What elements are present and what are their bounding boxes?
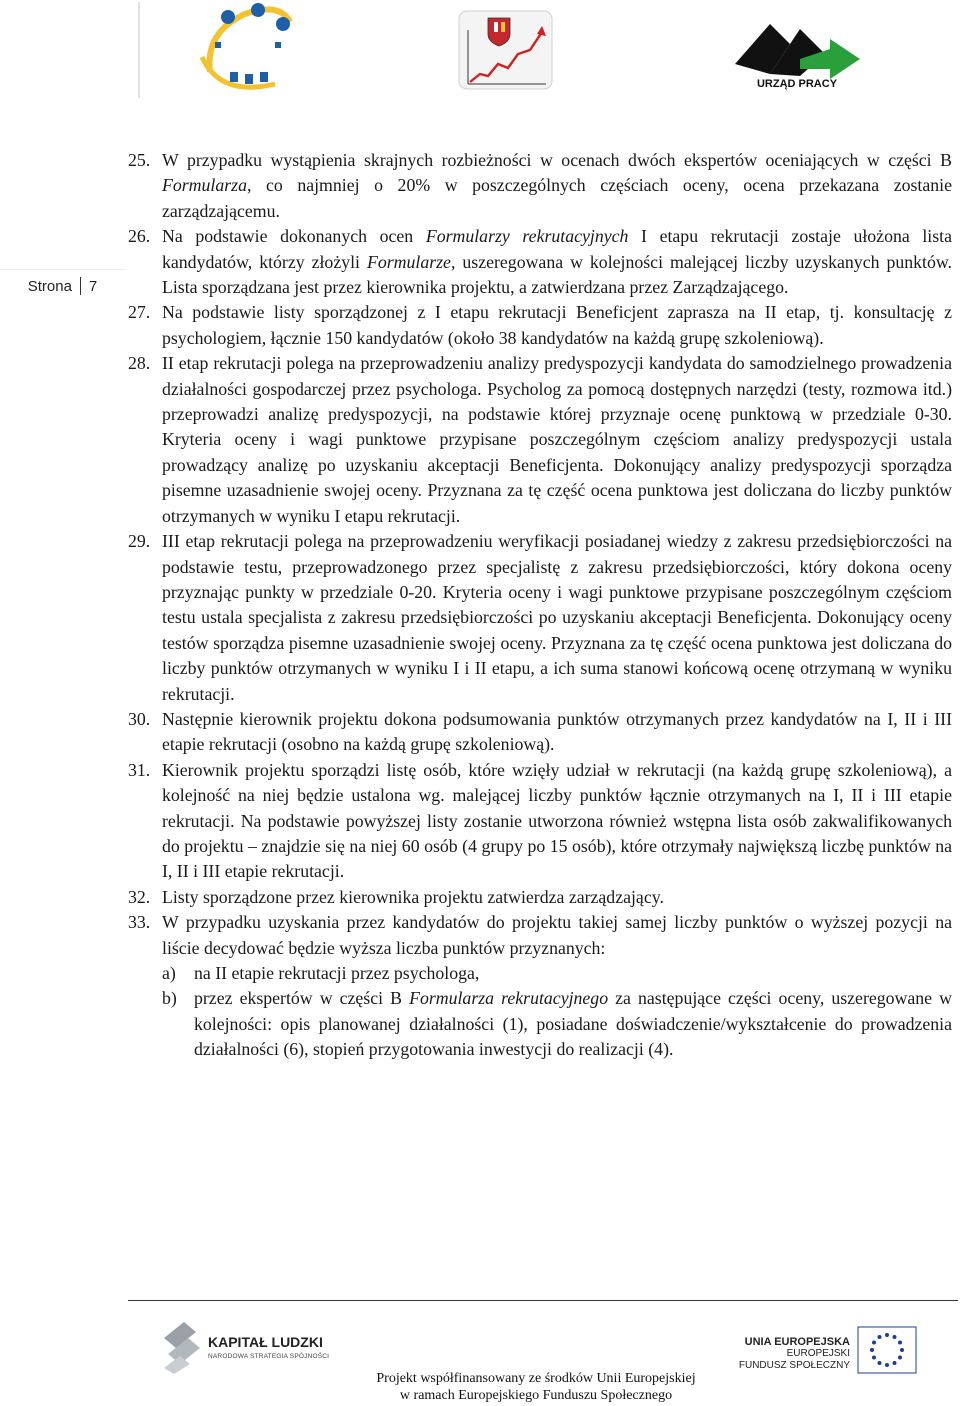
- list-item-number: 28.: [128, 353, 151, 374]
- list-item-text: III etap rekrutacji polega na przeprowadzeniu weryfikacji posiadanej wiedzy z zakresu przedsiębiorczości na podstawie testu, przeprowadzonego przez specjalistę z zakresu przedsiębiorczości, który dokona oceny przyznając punkty w przedziale 0-20. Kryteria oceny i wagi punktowe przypisane poszczególnym częściom testu ustala specjalista z zakresu przedsiębiorczości po uzyskaniu akceptacji Beneficjenta. Dokonujący oceny testów sporządza pisemne uzasadnienie swojej oceny. Przyznana za tę część ocena punktowa jest doliczana do liczby punktów otrzymanych w wyniku I i II etapu, a ich suma stanowi końcową ocenę otrzymaną w wyniku rekrutacji.: [162, 531, 952, 704]
- header-divider: [138, 2, 140, 98]
- list-item-text: Listy sporządzone przez kierownika projektu zatwierdza zarządzający.: [162, 886, 664, 907]
- page-number-value: 7: [88, 277, 98, 295]
- eu-star-icon: [898, 1341, 902, 1345]
- cofinancing-line-2: w ramach Europejskiego Funduszu Społecznego: [399, 1388, 673, 1403]
- list-item: [128, 910, 952, 961]
- sub-list-item: [162, 986, 952, 1062]
- project-logo-icon: [190, 2, 300, 102]
- eu-star-icon: [872, 1356, 876, 1360]
- eu-star-icon: [893, 1361, 897, 1365]
- list-item-text: II etap rekrutacji polega na przeprowadzeniu analizy predyspozycji kandydata do samodzielnego prowadzenia działalności gospodarczej przez psychologa. Psycholog za pomocą dostępnych narzędzi (testy, rozmowa itd.) przeprowadzi analizę predyspozycji, na podstawie której przyznaje ocenę punktową w przedziale 0-30. Kryteria oceny i wagi punktowe przypisane poszczególnym częściom analizy predyspozycji ustala prowadzący analizę po uzyskaniu akceptacji Beneficjenta. Dokonujący analizy predyspozycji sporządza pisemne uzasadnienie swojej oceny. Przyznana za tę część ocena punktowa jest doliczana do liczby punktów otrzymanych w wyniku I etapu rekrutacji.: [162, 353, 952, 526]
- eu-star-icon: [872, 1341, 876, 1345]
- list-item-number: 25.: [128, 150, 151, 170]
- footer-divider: [128, 1300, 958, 1301]
- list-item-number: 26.: [128, 226, 151, 247]
- list-item: [128, 351, 952, 529]
- list-item-text: Na podstawie listy sporządzonej z I etapu rekrutacji Beneficjent zaprasza na II etap, tj. konsultację z psychologiem, łącznie 150 kandydatów (około 38 kandydatów na każdą grupę szkoleniową).: [162, 302, 952, 348]
- list-item-text: W przypadku uzyskania przez kandydatów do projektu takiej samej liczby punktów o wyższej pozycji na liście decydować będzie wyższa liczba punktów przyznanych:: [162, 912, 952, 958]
- list-item-text: Następnie kierownik projektu dokona podsumowania punktów otrzymanych przez kandydatów na I, II i III etapie rekrutacji (osobno na każdą grupę szkoleniową).: [162, 708, 952, 755]
- eu-star-icon: [893, 1335, 897, 1339]
- sub-list-item-text: na II etapie rekrutacji przez psychologa,: [194, 963, 480, 983]
- list-item-number: 27.: [128, 302, 151, 323]
- list-item: [128, 707, 952, 758]
- list-item: [128, 885, 952, 910]
- eu-line-3: FUNDUSZ SPOŁECZNY: [738, 1360, 850, 1371]
- list-item: [128, 300, 952, 351]
- kapital-ludzki-subtitle: NARODOWA STRATEGIA SPÓJNOŚCI: [208, 1353, 330, 1360]
- urzad-pracy-caption: URZĄD PRACY: [756, 78, 838, 90]
- eu-star-icon: [878, 1361, 882, 1365]
- eu-star-icon: [898, 1356, 902, 1360]
- list-item: [128, 224, 952, 300]
- list-item-text: W przypadku wystąpienia skrajnych rozbieżności w ocenach dwóch ekspertów oceniających w części B Formularza, co najmniej o 20% w poszczególnych częściach oceny, ocena przekazana zostanie zarządzającemu.: [162, 150, 952, 221]
- eu-star-icon: [885, 1333, 889, 1337]
- cofinancing-note: [330, 1370, 742, 1404]
- growth-chart-logo-icon: [458, 10, 553, 90]
- sub-list-item: [162, 961, 952, 986]
- eu-star-icon: [870, 1348, 874, 1352]
- list-item-text: Na podstawie dokonanych ocen Formularzy rekrutacyjnych I etapu rekrutacji zostaje ułożona lista kandydatów, którzy złożyli Formularze, uszeregowana w kolejności malejącej liczby uzyskanych punktów. Lista sporządzana jest przez kierownika projektu, a zatwierdzana przez Zarządzającego.: [162, 226, 953, 298]
- page-number-label: Strona: [27, 277, 72, 295]
- eu-fund-label: [720, 1336, 850, 1372]
- eu-star-icon: [885, 1363, 889, 1367]
- list-item-number: 32.: [128, 886, 151, 907]
- list-item-text: Kierownik projektu sporządzi listę osób, które wzięły udział w rekrutacji (na każdą grupę szkoleniową), a kolejność na niej będzie ustalona wg. malejącej liczby punktów łącznie otrzymanych na I, II i III etapie rekrutacji. Na podstawie powyższej listy zostanie utworzona również wstępna lista osób zakwalifikowanych do projektu – znajdzie się na niej 60 osób (4 grupy po 15 osób), które otrzymały największą liczbę punktów na I, II i III etapie rekrutacji.: [162, 759, 952, 882]
- sub-list-item-text: przez ekspertów w części B Formularza rekrutacyjnego za następujące części oceny, uszeregowane w kolejności: opis planowanej działalności (1), posiadane doświadczenie/wykształcenie do prowadzenia działalności (6), stopień przygotowania inwestycji do realizacji (4).: [194, 988, 952, 1060]
- kapital-ludzki-title: KAPITAŁ LUDZKI: [208, 1334, 323, 1350]
- eu-flag-icon: [857, 1326, 917, 1374]
- header-logos: [0, 0, 960, 130]
- document-body: [128, 148, 952, 1063]
- sub-list-item-letter: a): [162, 963, 176, 983]
- list-item-number: 31.: [128, 759, 151, 780]
- list-item: [128, 148, 952, 224]
- list-item-number: 30.: [128, 708, 151, 729]
- page-number-separator: [80, 277, 81, 295]
- page-number: [0, 270, 125, 302]
- eu-line-2: EUROPEJSKI: [786, 1348, 850, 1359]
- sub-list-item-letter: b): [162, 988, 177, 1009]
- list-item: [128, 758, 952, 885]
- list-item-number: 29.: [128, 531, 151, 552]
- list-item-number: 33.: [128, 912, 151, 933]
- eu-star-icon: [900, 1348, 904, 1352]
- cofinancing-line-1: Projekt współfinansowany ze środków Unii Europejskiej: [376, 1371, 696, 1386]
- eu-line-1: UNIA EUROPEJSKA: [744, 1336, 850, 1348]
- eu-star-icon: [878, 1335, 882, 1339]
- list-item: [128, 529, 952, 707]
